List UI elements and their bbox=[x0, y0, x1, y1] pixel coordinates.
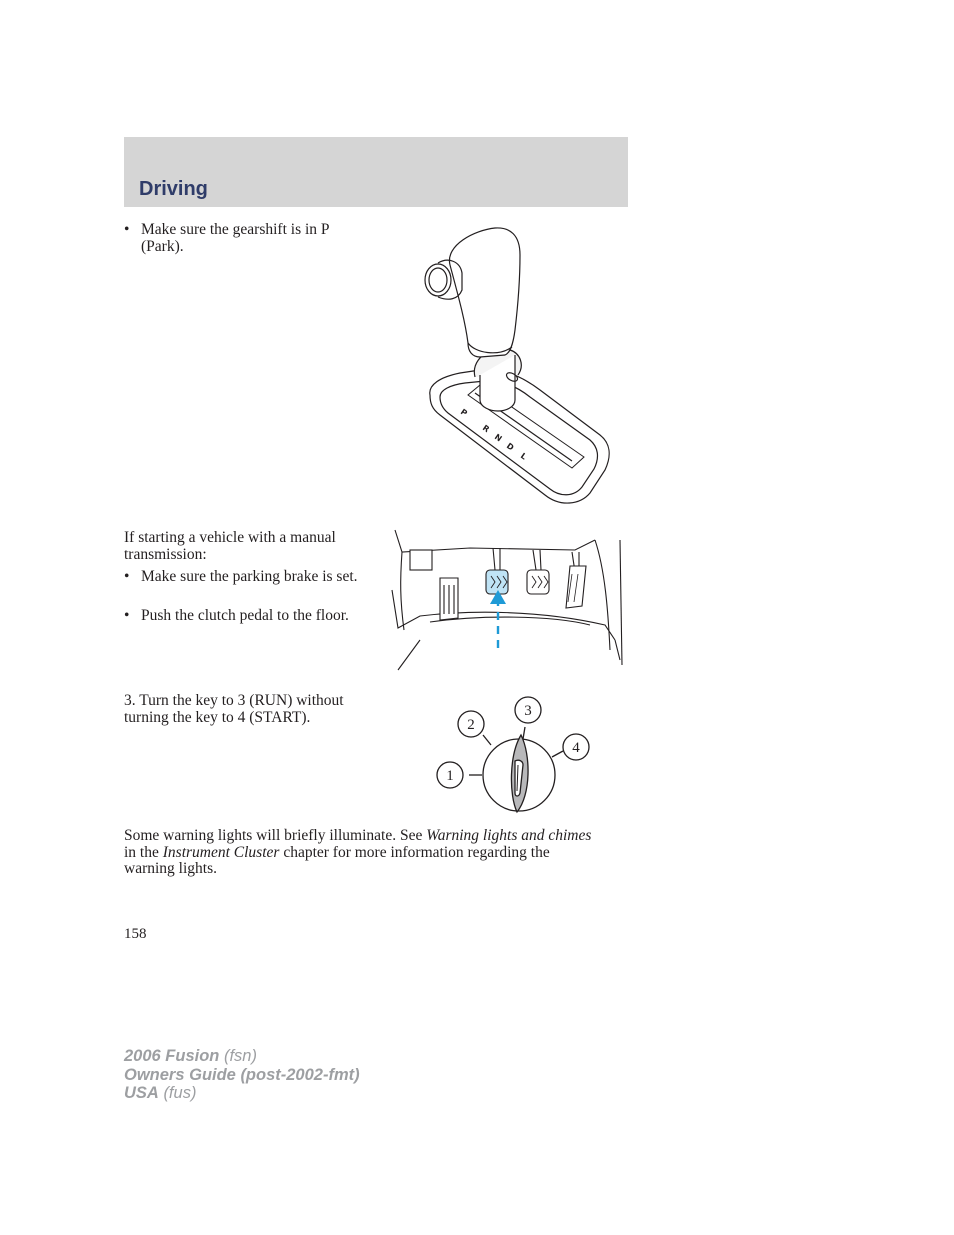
ignition-position-1: 1 bbox=[446, 768, 454, 784]
paragraph-text: Some warning lights will briefly illuminate. See bbox=[124, 827, 427, 844]
bullet-dot: • bbox=[124, 607, 130, 624]
ignition-position-4: 4 bbox=[572, 740, 580, 756]
section-title: Driving bbox=[139, 178, 208, 200]
ignition-illustration bbox=[435, 695, 595, 820]
paragraph-text: in the bbox=[124, 843, 163, 861]
section-header-band bbox=[124, 137, 628, 207]
ignition-position-3: 3 bbox=[524, 703, 532, 719]
gear-label-d: D bbox=[504, 441, 516, 453]
ignition-position-2: 2 bbox=[467, 717, 475, 733]
footer-market-code: (fus) bbox=[163, 1084, 197, 1102]
ignition-step: 3. Turn the key to 3 (RUN) without turning the key to 4 (START). bbox=[124, 692, 344, 726]
pedals-illustration bbox=[390, 530, 625, 680]
footer-line bbox=[124, 1047, 360, 1066]
bullet-dot: • bbox=[124, 221, 130, 238]
document-footer bbox=[124, 1047, 360, 1103]
footer-line bbox=[124, 1084, 360, 1103]
bullet-text: Make sure the gearshift is in P (Park). bbox=[141, 221, 329, 255]
footer-line bbox=[124, 1066, 360, 1085]
bullet-dot: • bbox=[124, 568, 130, 585]
cross-reference-instrument-cluster: Instrument Cluster bbox=[162, 843, 280, 861]
page-number: 158 bbox=[124, 926, 147, 942]
cross-reference-warning-lights: Warning lights and chimes bbox=[426, 827, 592, 844]
footer-market: USA bbox=[124, 1084, 159, 1102]
gear-label-n: N bbox=[492, 432, 504, 444]
footer-model-code: (fsn) bbox=[223, 1047, 257, 1065]
footer-guide: Owners Guide (post-2002-fmt) bbox=[124, 1065, 360, 1084]
footer-model: 2006 Fusion bbox=[124, 1047, 220, 1065]
gearshift-illustration bbox=[420, 225, 615, 510]
gear-label-r: R bbox=[480, 423, 492, 435]
warning-lights-paragraph bbox=[124, 828, 599, 878]
paragraph-text: chapter for more information regarding the warning lights. bbox=[124, 843, 550, 877]
bullet-text: Push the clutch pedal to the floor. bbox=[141, 607, 349, 624]
manual-intro: If starting a vehicle with a manual transmission: bbox=[124, 529, 336, 563]
bullet-text: Make sure the parking brake is set. bbox=[141, 568, 358, 585]
gear-label-p: P bbox=[458, 407, 469, 419]
gear-label-l: L bbox=[518, 451, 529, 462]
